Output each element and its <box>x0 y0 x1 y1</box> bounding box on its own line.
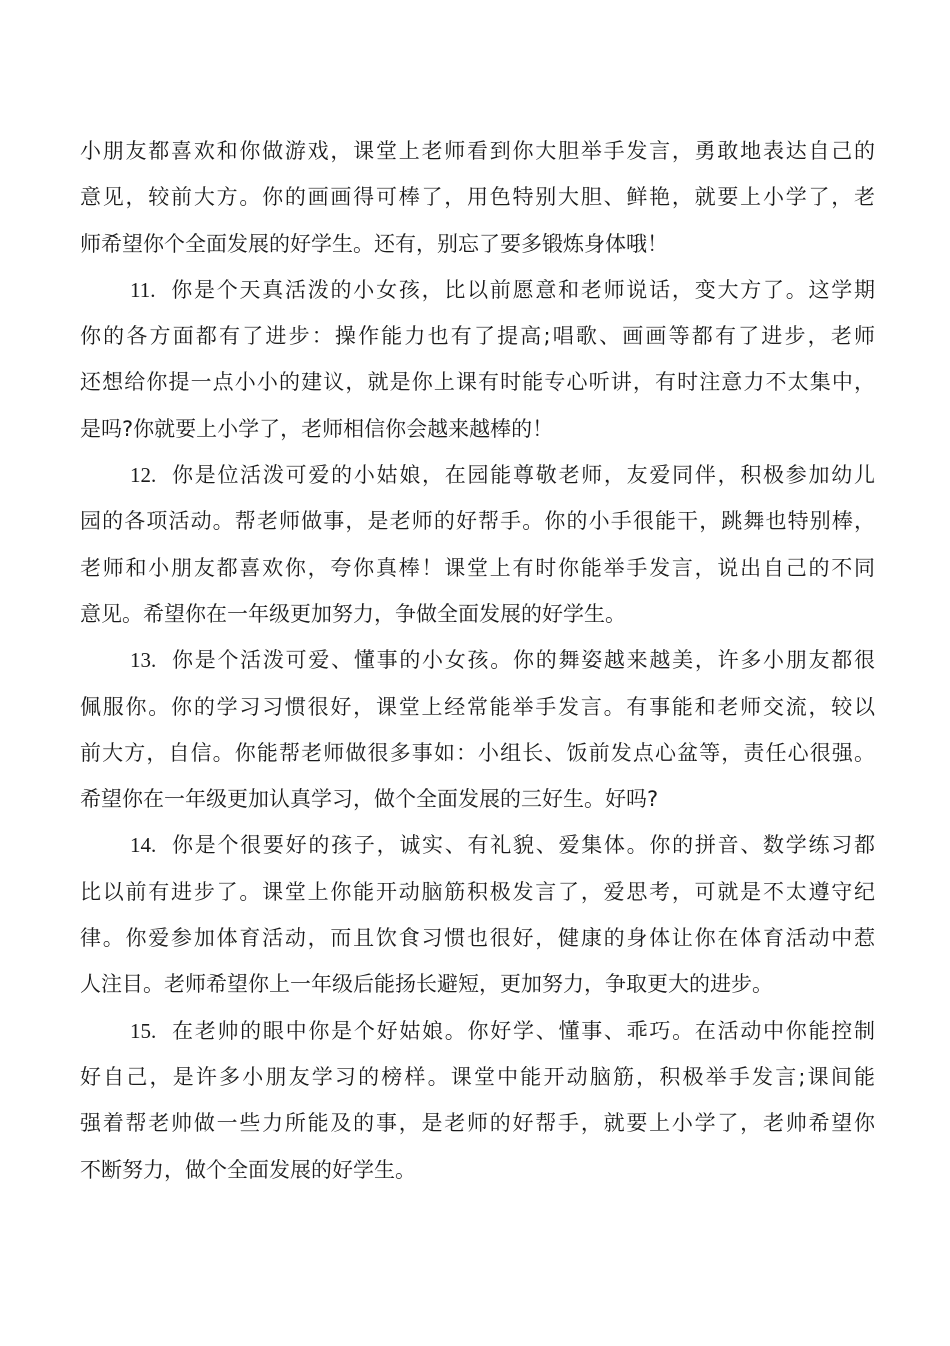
line-text: 意见，较前大方。你的画画得可棒了，用色特别大胆、鲜艳，就要上小学了，老 <box>80 185 875 210</box>
item-number: 11. <box>130 277 156 302</box>
line-text: 人注目。老师希望你上一年级后能扬长避短，更加努力，争取更大的进步。 <box>80 972 773 997</box>
paragraph <box>80 267 875 452</box>
paragraph-line <box>80 174 875 220</box>
paragraph-line <box>80 1147 875 1193</box>
paragraph-line <box>80 128 875 174</box>
paragraph-line <box>80 776 875 822</box>
paragraph-line <box>80 684 875 730</box>
paragraph-line <box>80 637 875 683</box>
paragraph-line <box>80 498 875 544</box>
line-text: 还想给你提一点小小的建议，就是你上课有时能专心听讲，有时注意力不太集中， <box>80 370 875 395</box>
paragraph-line <box>80 1100 875 1146</box>
line-text: 律。你爱参加体育活动，而且饮食习惯也很好，健康的身体让你在体育活动中惹 <box>80 926 875 951</box>
paragraph-line <box>80 961 875 1007</box>
paragraph-line <box>80 406 875 452</box>
line-text: 希望你在一年级更加认真学习，做个全面发展的三好生。好吗? <box>80 787 659 812</box>
paragraph-line <box>80 545 875 591</box>
line-text: 强着帮老帅做一些力所能及的事，是老师的好帮手，就要上小学了，老帅希望你 <box>80 1111 875 1136</box>
paragraph-line <box>80 915 875 961</box>
line-text: 小朋友都喜欢和你做游戏，课堂上老师看到你大胆举手发言，勇敢地表达自己的 <box>80 139 875 163</box>
line-text: 老师和小朋友都喜欢你，夸你真棒！课堂上有时你能举手发言，说出自己的不同 <box>80 555 875 580</box>
paragraph <box>80 128 875 267</box>
paragraph <box>80 637 875 822</box>
paragraph <box>80 452 875 637</box>
line-text: 佩服你。你的学习习惯很好，课堂上经常能举手发言。有事能和老师交流，较以 <box>80 694 875 719</box>
paragraph-line <box>80 452 875 498</box>
line-text: 师希望你个全面发展的好学生。还有，别忘了要多锻炼身体哦！ <box>80 231 668 256</box>
document-body <box>80 128 875 1193</box>
item-number: 14. <box>130 833 157 858</box>
line-text: 意见。希望你在一年级更加努力，争做全面发展的好学生。 <box>80 601 626 626</box>
paragraph-line <box>80 730 875 776</box>
paragraph-line <box>80 313 875 359</box>
paragraph-line <box>80 869 875 915</box>
line-text: 在老帅的眼中你是个好姑娘。你好学、懂事、乖巧。在活动中你能控制 <box>170 1018 875 1043</box>
line-text: 你是个天真活泼的小女孩，比以前愿意和老师说话，变大方了。这学期 <box>169 277 875 302</box>
line-text: 你的各方面都有了进步：操作能力也有了提高;唱歌、画画等都有了进步，老师 <box>80 324 875 349</box>
line-text: 是吗?你就要上小学了，老师相信你会越来越棒的！ <box>80 416 554 441</box>
item-number: 15. <box>130 1018 157 1043</box>
paragraph-line <box>80 221 875 267</box>
line-text: 你是位活泼可爱的小姑娘，在园能尊敬老师，友爱同伴，积极参加幼儿 <box>170 463 875 488</box>
paragraph <box>80 1008 875 1193</box>
paragraph-line <box>80 359 875 405</box>
line-text: 前大方，自信。你能帮老师做很多事如：小组长、饭前发点心盆等，责任心很强。 <box>80 740 875 765</box>
line-text: 不断努力，做个全面发展的好学生。 <box>80 1157 416 1182</box>
paragraph <box>80 822 875 1007</box>
line-text: 园的各项活动。帮老师做事，是老师的好帮手。你的小手很能干，跳舞也特别棒， <box>80 509 875 534</box>
line-text: 好自己，是许多小朋友学习的榜样。课堂中能开动脑筋，积极举手发言;课间能 <box>80 1064 875 1089</box>
paragraph-line <box>80 591 875 637</box>
paragraph-line <box>80 267 875 313</box>
item-number: 12. <box>130 463 157 488</box>
paragraph-line <box>80 822 875 868</box>
line-text: 你是个很要好的孩子，诚实、有礼貌、爱集体。你的拼音、数学练习都 <box>170 833 875 858</box>
paragraph-line <box>80 1054 875 1100</box>
line-text: 比以前有进步了。课堂上你能开动脑筋积极发言了，爱思考，可就是不太遵守纪 <box>80 879 875 904</box>
item-number: 13. <box>130 648 157 673</box>
line-text: 你是个活泼可爱、懂事的小女孩。你的舞姿越来越美，许多小朋友都很 <box>170 648 875 673</box>
paragraph-line <box>80 1008 875 1054</box>
